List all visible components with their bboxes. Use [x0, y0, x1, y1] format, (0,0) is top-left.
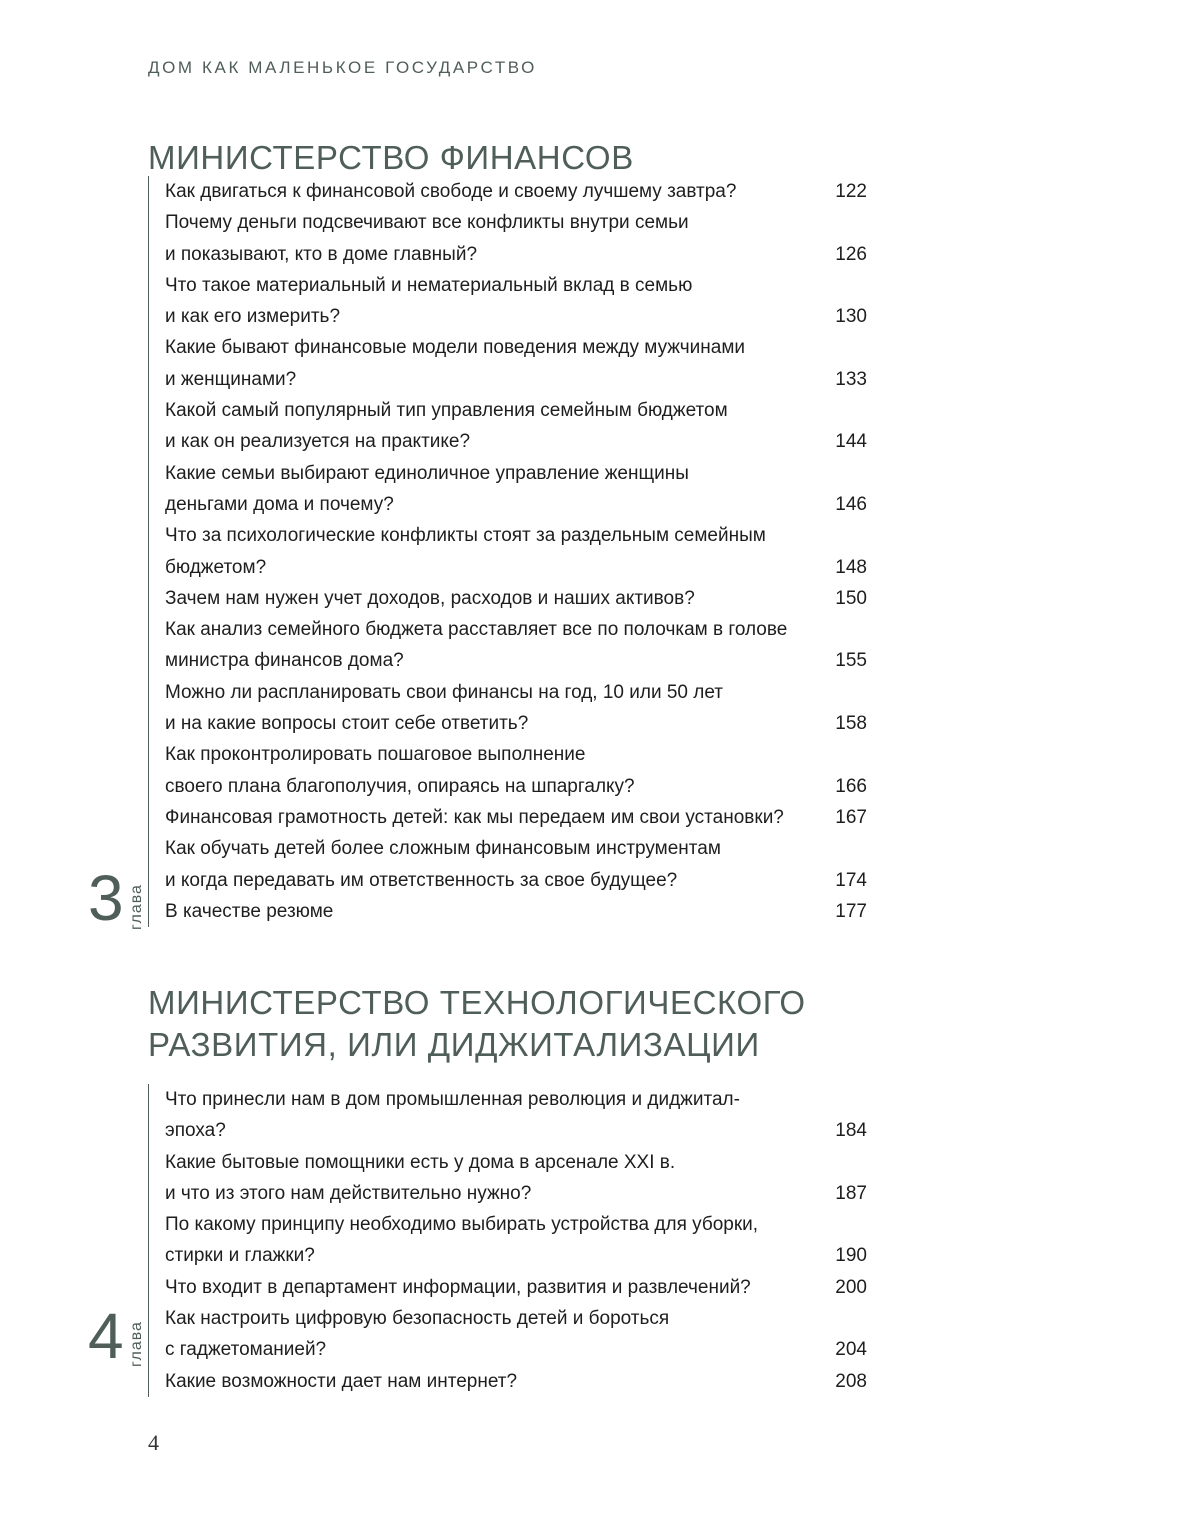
toc-entry-page: 148	[835, 556, 867, 578]
toc-entry-page: 150	[835, 587, 867, 609]
toc-entry-page: 130	[835, 306, 867, 328]
toc-entry-page: 200	[835, 1276, 867, 1298]
toc-entry-page: 144	[835, 431, 867, 453]
toc-entry-title: Что за психологические конфликты стоят за раздельным семейным бюджетом?	[165, 525, 766, 578]
toc-entry-page: 190	[835, 1245, 867, 1267]
toc-entry-page: 146	[835, 493, 867, 515]
toc-entry-page: 177	[835, 900, 867, 922]
toc-entry-title: Какие семьи выбирают единоличное управление женщины деньгами дома и почему?	[165, 462, 689, 515]
toc-entry-page: 126	[835, 243, 867, 265]
toc-entry	[149, 1272, 869, 1303]
toc-entry	[149, 1366, 869, 1397]
toc-entry-title: Зачем нам нужен учет доходов, расходов и наших активов?	[165, 587, 695, 609]
toc-entry-title: Что принесли нам в дом промышленная революция и диджитал-эпоха?	[165, 1089, 740, 1142]
toc-entry-page: 167	[835, 806, 867, 828]
toc-entry-page: 187	[835, 1182, 867, 1204]
toc-entry-title: В качестве резюме	[165, 900, 334, 922]
toc-entry-page: 133	[835, 368, 867, 390]
toc-entry-title: Какие бывают финансовые модели поведения между мужчинами и женщинами?	[165, 337, 746, 390]
chapter-4-title-line-2: РАЗВИТИЯ, ИЛИ ДИДЖИТАЛИЗАЦИИ	[148, 1026, 760, 1063]
toc-entry	[149, 614, 869, 677]
toc-entry-page: 174	[835, 869, 867, 891]
toc-entry-page: 155	[835, 650, 867, 672]
toc-entry	[149, 583, 869, 614]
chapter-4-title-line-1: МИНИСТЕРСТВО ТЕХНОЛОГИЧЕСКОГО	[148, 984, 806, 1021]
toc-entry	[149, 458, 869, 521]
toc-entry	[149, 207, 869, 270]
toc-entry-title: Какие возможности дает нам интернет?	[165, 1370, 518, 1392]
toc-entry-page: 158	[835, 713, 867, 735]
toc-entry-title: Как анализ семейного бюджета расставляет все по полочкам в голове министра финансов дома?	[165, 619, 788, 672]
chapter-3-word: глава	[128, 884, 145, 930]
toc-entry	[149, 802, 869, 833]
chapter-4-number: 4	[88, 1300, 124, 1372]
toc-entry-title: Как обучать детей более сложным финансовым инструментам и когда передавать им ответственность за свое будущее?	[165, 838, 721, 891]
toc-entry-page: 184	[835, 1120, 867, 1142]
toc-entry-page: 208	[835, 1370, 867, 1392]
page-number: 4	[148, 1430, 159, 1455]
toc-entry	[149, 1209, 869, 1272]
toc-entry	[149, 176, 869, 207]
toc-entry-page: 204	[835, 1339, 867, 1361]
toc-entry-title: Можно ли распланировать свои финансы на год, 10 или 50 лет и на какие вопросы стоит себе ответить?	[165, 681, 724, 735]
toc-entry	[149, 332, 869, 395]
toc-entry	[149, 1303, 869, 1366]
toc-entry	[149, 833, 869, 896]
toc-entry-title: Что такое материальный и нематериальный вклад в семью и как его измерить?	[165, 274, 693, 328]
toc-entry	[149, 677, 869, 740]
toc-entry-title: Финансовая грамотность детей: как мы передаем им свои установки?	[165, 806, 784, 828]
toc-entry	[149, 1147, 869, 1210]
toc-entry-title: Почему деньги подсвечивают все конфликты внутри семьи и показывают, кто в доме главный?	[165, 212, 689, 265]
toc-entry-title: По какому принципу необходимо выбирать устройства для уборки, стирки и глажки?	[165, 1214, 759, 1267]
toc-entry-title: Какие бытовые помощники есть у дома в арсенале XXI в. и что из этого нам действительно нужно?	[165, 1151, 676, 1204]
chapter-3-number: 3	[88, 862, 124, 934]
toc-entry-title: Какой самый популярный тип управления семейным бюджетом и как он реализуется на практике?	[165, 400, 728, 453]
chapter-3-toc	[148, 176, 869, 927]
toc-entry-page: 122	[835, 181, 867, 202]
toc-entry-title: Как двигаться к финансовой свободе и своему лучшему завтра?	[165, 181, 737, 202]
toc-entry-title: Как проконтролировать пошаговое выполнение своего плана благополучия, опираясь на шпаргалку?	[165, 744, 635, 797]
toc-entry-title: Что входит в департамент информации, развития и развлечений?	[165, 1276, 751, 1298]
toc-entry	[149, 395, 869, 458]
toc-entry	[149, 739, 869, 802]
chapter-4-title	[148, 982, 806, 1066]
toc-entry	[149, 520, 869, 583]
running-head: ДОМ КАК МАЛЕНЬКОЕ ГОСУДАРСТВО	[148, 58, 538, 77]
toc-entry-title: Как настроить цифровую безопасность детей и бороться с гаджетоманией?	[165, 1308, 670, 1361]
toc-entry	[149, 270, 869, 333]
toc-entry	[149, 1084, 869, 1147]
chapter-4-word: глава	[128, 1321, 145, 1367]
toc-entry-page: 166	[835, 775, 867, 797]
toc-entry	[149, 896, 869, 927]
chapter-4-toc	[148, 1084, 869, 1397]
chapter-3-title: МИНИСТЕРСТВО ФИНАНСОВ	[148, 139, 634, 176]
